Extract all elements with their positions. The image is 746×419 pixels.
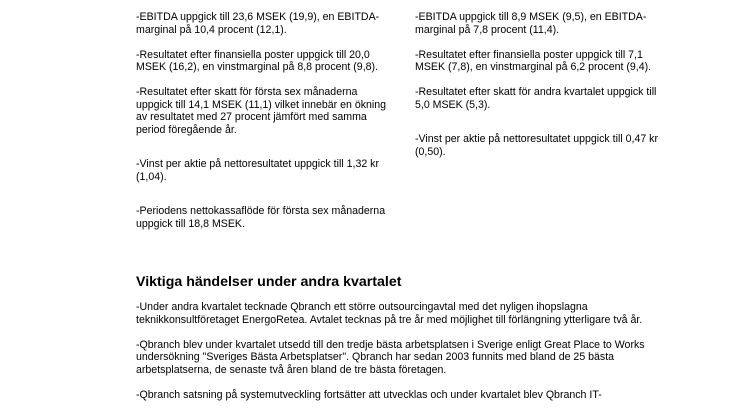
section-body xyxy=(136,301,656,414)
net-cash-flow-half-year: -Periodens nettokassaflöde för första sex månaderna uppgick till 18,8 MSEK. xyxy=(136,205,386,230)
result-after-tax-half-year: -Resultatet efter skatt för första sex månaderna uppgick till 14,1 MSEK (11,1) vilket innebär en ökning av resultatet med 27 procent jämfört med samma period föregående år. xyxy=(136,86,387,136)
result-after-tax-quarter: -Resultatet efter skatt för andra kvartalet uppgick till 5,0 MSEK (5,3). xyxy=(415,86,657,111)
outsourcing-agreement-paragraph: -Under andra kvartalet tecknade Qbranch ett större outsourcingavtal med det nyligen ihopslagna teknikkonsultföretaget EnergoRetea. Avtalet tecknas på tre år med möjlighet till förlängning ytterligare två år. xyxy=(136,301,643,326)
result-after-financial-items-half-year: -Resultatet efter finansiella poster uppgick till 20,0 MSEK (16,2), en vinstmarginal på 8,8 procent (9,8). xyxy=(136,48,379,73)
best-workplace-paragraph: -Qbranch blev under kvartalet utsedd till den tredje bästa arbetsplatsen i Sverige enligt Great Place to Works undersökning "Sveriges Bästa Arbetsplatser". Qbranch har sedan 2003 funnits med bland de 25 bästa arbetsplatserna, de senaste två åren bland de tre bästa företagen. xyxy=(136,338,645,376)
ebitda-half-year: -EBITDA uppgick till 23,6 MSEK (19,9), en EBITDA-marginal på 10,4 procent (12,1). xyxy=(136,11,380,36)
system-development-paragraph: -Qbranch satsning på systemutveckling fortsätter att utvecklas och under kvartalet blev Qbranch IT- xyxy=(136,388,602,401)
earnings-per-share-half-year: -Vinst per aktie på nettoresultatet uppgick till 1,32 kr (1,04). xyxy=(136,158,380,183)
ebitda-quarter: -EBITDA uppgick till 8,9 MSEK (9,5), en EBITDA-marginal på 7,8 procent (11,4). xyxy=(415,11,647,36)
earnings-per-share-quarter: -Vinst per aktie på nettoresultatet uppgick till 0,47 kr (0,50). xyxy=(415,133,659,158)
half-year-results-column xyxy=(136,11,396,243)
result-after-financial-items-quarter: -Resultatet efter finansiella poster uppgick till 7,1 MSEK (7,8), en vinstmarginal på 6,2 procent (9,4). xyxy=(415,48,652,73)
section-heading: Viktiga händelser under andra kvartalet xyxy=(136,274,402,290)
second-quarter-results-column xyxy=(415,11,665,171)
